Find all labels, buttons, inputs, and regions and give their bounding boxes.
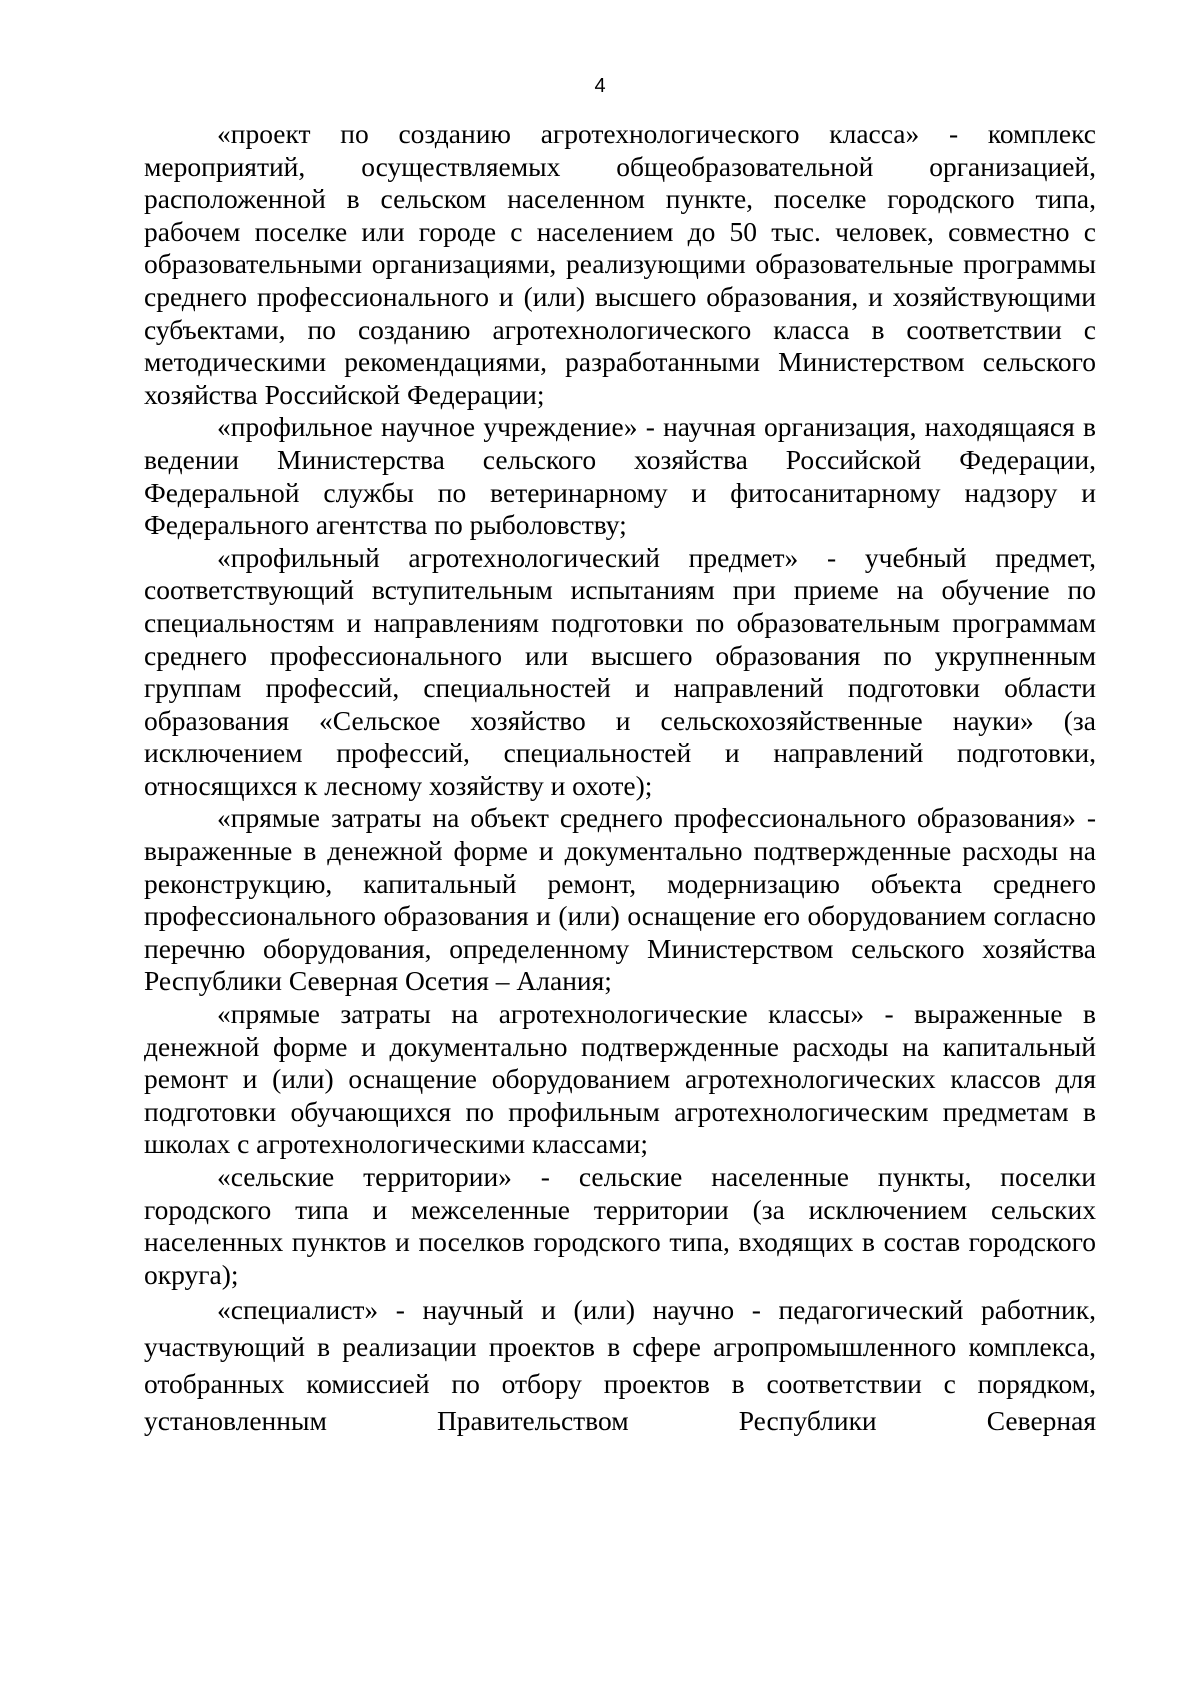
definition-paragraph-direct-costs-spo: «прямые затраты на объект среднего профессионального образования» - выраженные в денежной форме и документально подтвержденные расходы на реконструкцию, капитальный ремонт, модернизацию объекта среднего профессионального образования и (или) оснащение его оборудованием согласно перечню оборудования, определенному Министерством сельского хозяйства Республики Северная Осетия – Алания;: [144, 802, 1096, 997]
definition-paragraph-scientific-institution: «профильное научное учреждение» - научная организация, находящаяся в ведении Министерства сельского хозяйства Российской Федерации, Федеральной службы по ветеринарному и фитосанитарному надзору и Федерального агентства по рыболовству;: [144, 411, 1096, 541]
definition-paragraph-agro-class-project: «проект по созданию агротехнологического класса» - комплекс мероприятий, осуществляемых общеобразовательной организацией, расположенной в сельском населенном пункте, поселке городского типа, рабочем поселке или городе с населением до 50 тыс. человек, совместно с образовательными организациями, реализующими образовательные программы среднего профессионального и (или) высшего образования, и хозяйствующими субъектами, по созданию агротехнологического класса в соответствии с методическими рекомендациями, разработанными Министерством сельского хозяйства Российской Федерации;: [144, 118, 1096, 410]
definition-paragraph-specialist: «специалист» - научный и (или) научно - педагогический работник, участвующий в реализации проектов в сфере агропромышленного комплекса, отобранных комиссией по отбору проектов в соответствии с порядком, установленным Правительством Республики Северная: [144, 1294, 1096, 1437]
definition-paragraph-rural-territories: «сельские территории» - сельские населенные пункты, поселки городского типа и межселенные территории (за исключением сельских населенных пунктов и поселков городского типа, входящих в состав городского округа);: [144, 1161, 1096, 1290]
definition-paragraph-direct-costs-agro-classes: «прямые затраты на агротехнологические классы» - выраженные в денежной форме и документально подтвержденные расходы на капитальный ремонт и (или) оснащение оборудованием агротехнологических классов для подготовки обучающихся по профильным агротехнологическим предметам в школах с агротехнологическими классами;: [144, 998, 1096, 1160]
page-number: 4: [594, 75, 606, 97]
document-body: [144, 118, 1096, 1439]
definition-paragraph-agro-subject: «профильный агротехнологический предмет» - учебный предмет, соответствующий вступительным испытаниям при приеме на обучение по специальностям и направлениям подготовки по образовательным программам среднего профессионального или высшего образования по укрупненным группам профессий, специальностей и направлений подготовки области образования «Сельское хозяйство и сельскохозяйственные науки» (за исключением профессий, специальностей и направлений подготовки, относящихся к лесному хозяйству и охоте);: [144, 541, 1096, 801]
